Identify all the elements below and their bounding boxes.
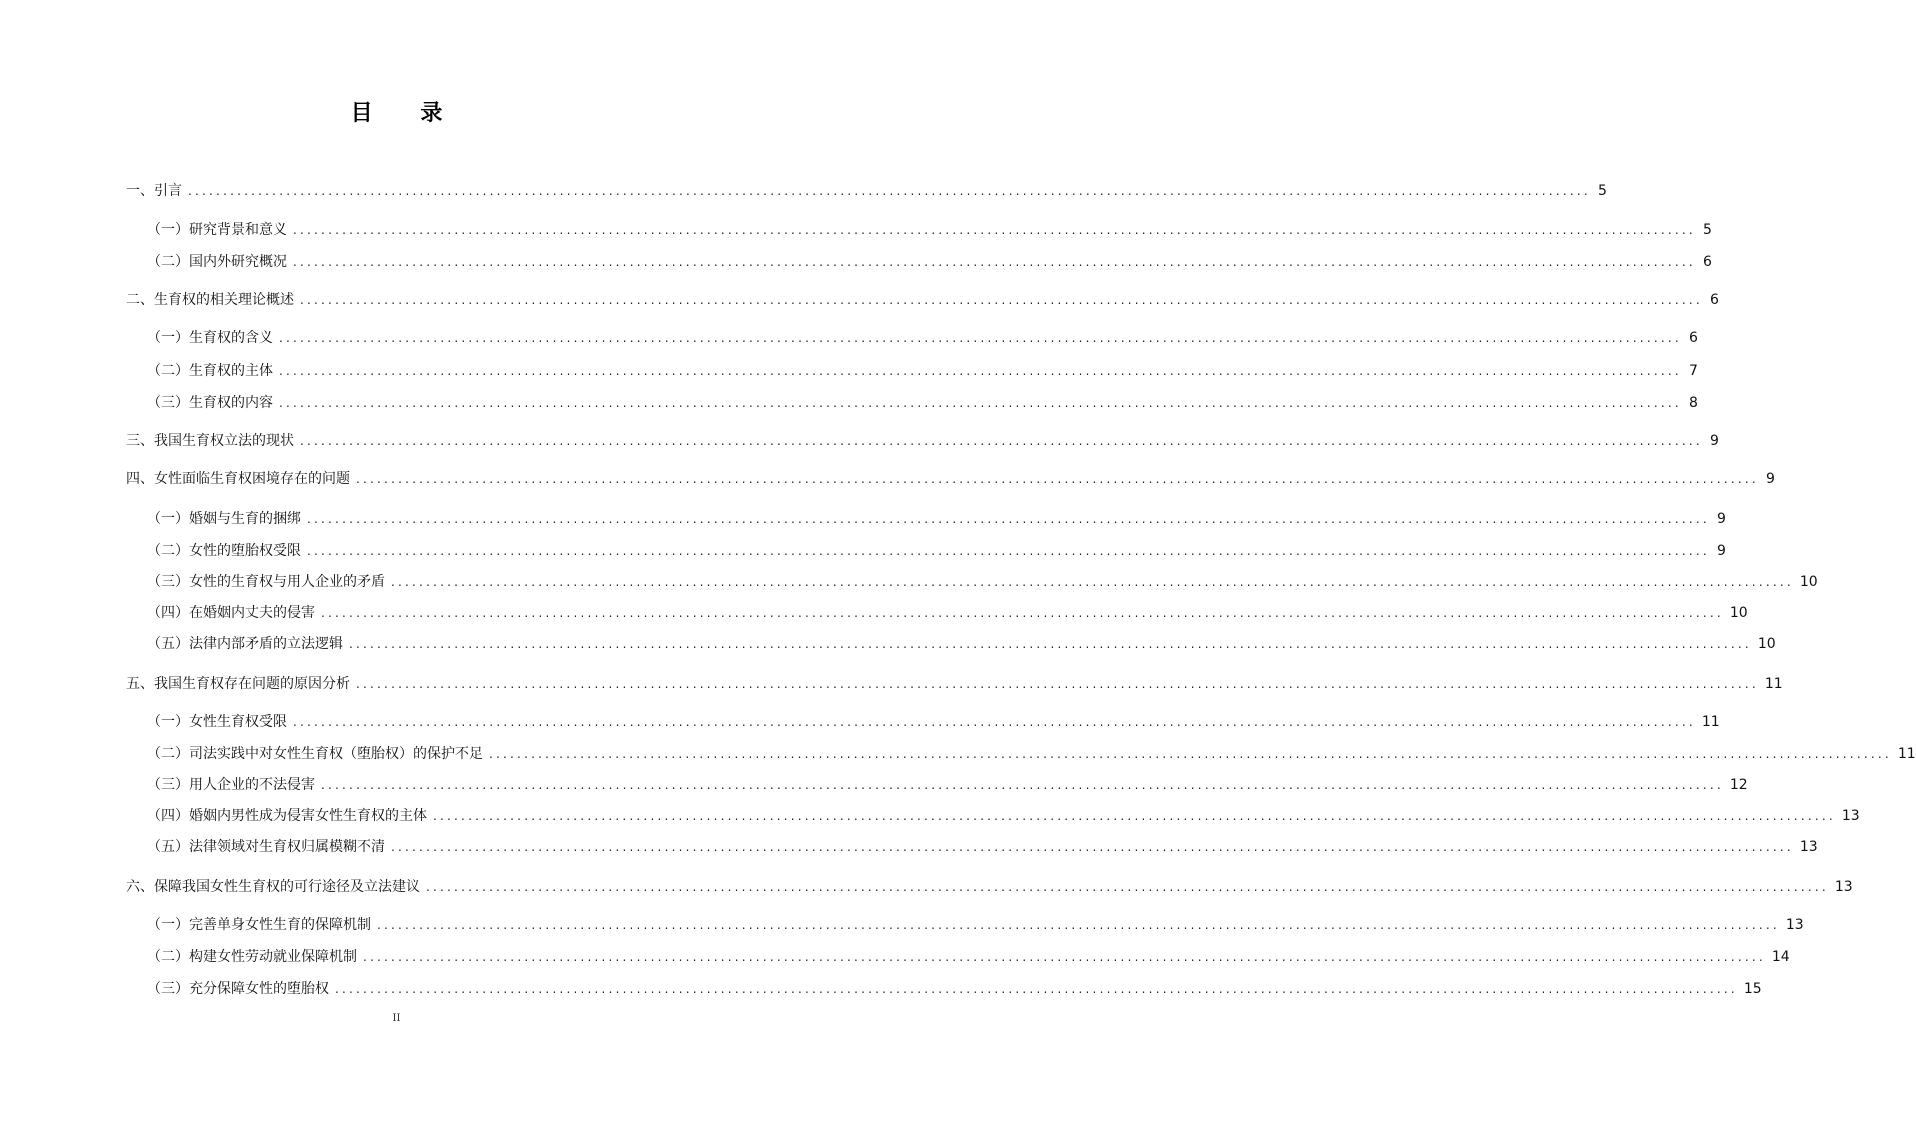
toc-dot-leader: ........................................................................................................................................................................................................	[307, 512, 1710, 526]
toc-entry-page-number: 6	[1709, 292, 1719, 308]
toc-dot-leader: ........................................................................................................................................................................................................	[377, 918, 1780, 932]
toc-entry-page-number: 6	[1688, 330, 1698, 346]
toc-entry-page-number: 10	[1757, 636, 1776, 652]
toc-entry[interactable]	[147, 776, 1748, 794]
toc-entry-label: （五）法律领域对生育权归属模糊不清	[147, 839, 385, 855]
page-title: 目 录	[350, 101, 463, 126]
toc-entry[interactable]	[147, 253, 1712, 271]
toc-dot-leader: ........................................................................................................................................................................................................	[391, 575, 1794, 589]
toc-entry-label: 四、女性面临生育权困境存在的问题	[126, 471, 350, 487]
toc-entry-page-number: 13	[1785, 917, 1804, 933]
toc-entry-label: （四）婚姻内男性成为侵害女性生育权的主体	[147, 808, 427, 824]
toc-dot-leader: ........................................................................................................................................................................................................	[279, 331, 1682, 345]
toc-entry-page-number: 9	[1709, 433, 1719, 449]
toc-entry-label: （一）婚姻与生育的捆绑	[147, 511, 301, 527]
toc-dot-leader: ........................................................................................................................................................................................................	[335, 982, 1738, 996]
toc-entry[interactable]	[147, 807, 1860, 825]
toc-entry-page-number: 15	[1743, 981, 1762, 997]
toc-entry[interactable]	[147, 510, 1726, 528]
toc-entry[interactable]	[126, 878, 1853, 896]
toc-entry-page-number: 5	[1702, 222, 1712, 238]
toc-entry-page-number: 11	[1701, 714, 1720, 730]
toc-entry[interactable]	[126, 291, 1719, 309]
toc-entry-label: 五、我国生育权存在问题的原因分析	[126, 676, 350, 692]
toc-entry-label: （一）生育权的含义	[147, 330, 273, 346]
toc-entry-label: （二）司法实践中对女性生育权（堕胎权）的保护不足	[147, 746, 483, 762]
page-number-footer: II	[392, 1013, 401, 1024]
toc-entry-label: （三）充分保障女性的堕胎权	[147, 981, 329, 997]
toc-entry-label: 二、生育权的相关理论概述	[126, 292, 294, 308]
toc-entry-label: 三、我国生育权立法的现状	[126, 433, 294, 449]
toc-entry-page-number: 10	[1729, 605, 1748, 621]
toc-entry[interactable]	[147, 980, 1762, 998]
toc-entry-label: （二）构建女性劳动就业保障机制	[147, 949, 357, 965]
toc-entry[interactable]	[147, 329, 1698, 347]
toc-entry-label: （五）法律内部矛盾的立法逻辑	[147, 636, 343, 652]
toc-entry-page-number: 8	[1688, 395, 1698, 411]
toc-entry-page-number: 9	[1716, 543, 1726, 559]
toc-dot-leader: ........................................................................................................................................................................................................	[300, 293, 1703, 307]
toc-entry[interactable]	[147, 221, 1712, 239]
toc-entry-label: 六、保障我国女性生育权的可行途径及立法建议	[126, 879, 420, 895]
toc-entry-page-number: 13	[1841, 808, 1860, 824]
toc-entry[interactable]	[147, 604, 1748, 622]
toc-entry-label: （一）研究背景和意义	[147, 222, 287, 238]
toc-entry[interactable]	[147, 573, 1818, 591]
toc-dot-leader: ........................................................................................................................................................................................................	[300, 434, 1703, 448]
toc-entry-page-number: 11	[1764, 676, 1783, 692]
toc-dot-leader: ........................................................................................................................................................................................................	[293, 715, 1696, 729]
toc-entry-label: （二）女性的堕胎权受限	[147, 543, 301, 559]
toc-entry-page-number: 13	[1834, 879, 1853, 895]
toc-entry[interactable]	[147, 713, 1720, 731]
toc-dot-leader: ........................................................................................................................................................................................................	[349, 637, 1752, 651]
toc-entry-page-number: 13	[1799, 839, 1818, 855]
toc-entry-label: （二）国内外研究概况	[147, 254, 287, 270]
toc-entry-label: （二）生育权的主体	[147, 363, 273, 379]
toc-entry[interactable]	[147, 362, 1698, 380]
toc-dot-leader: ........................................................................................................................................................................................................	[391, 840, 1794, 854]
toc-dot-leader: ........................................................................................................................................................................................................	[356, 472, 1759, 486]
toc-entry[interactable]	[147, 542, 1726, 560]
toc-dot-leader: ........................................................................................................................................................................................................	[321, 778, 1724, 792]
toc-entry-page-number: 5	[1597, 183, 1607, 199]
toc-entry-label: 一、引言	[126, 183, 182, 199]
toc-entry-page-number: 9	[1716, 511, 1726, 527]
toc-dot-leader: ........................................................................................................................................................................................................	[363, 950, 1766, 964]
toc-entry[interactable]	[126, 470, 1775, 488]
toc-dot-leader: ........................................................................................................................................................................................................	[307, 544, 1710, 558]
toc-entry-label: （一）完善单身女性生育的保障机制	[147, 917, 371, 933]
toc-entry-page-number: 6	[1702, 254, 1712, 270]
toc-dot-leader: ........................................................................................................................................................................................................	[293, 223, 1696, 237]
toc-entry[interactable]	[126, 432, 1719, 450]
toc-dot-leader: ........................................................................................................................................................................................................	[321, 606, 1724, 620]
toc-entry[interactable]	[147, 916, 1804, 934]
toc-entry-page-number: 12	[1729, 777, 1748, 793]
toc-entry[interactable]	[147, 745, 1916, 763]
toc-entry-page-number: 14	[1771, 949, 1790, 965]
toc-dot-leader: ........................................................................................................................................................................................................	[293, 255, 1696, 269]
toc-entry[interactable]	[147, 948, 1790, 966]
toc-entry-page-number: 9	[1765, 471, 1775, 487]
toc-entry[interactable]	[147, 394, 1698, 412]
toc-entry[interactable]	[126, 675, 1783, 693]
toc-entry-page-number: 7	[1688, 363, 1698, 379]
toc-entry[interactable]	[126, 182, 1607, 200]
toc-entry[interactable]	[147, 838, 1818, 856]
toc-entry-label: （一）女性生育权受限	[147, 714, 287, 730]
toc-entry-page-number: 11	[1897, 746, 1916, 762]
toc-entry-page-number: 10	[1799, 574, 1818, 590]
toc-dot-leader: ........................................................................................................................................................................................................	[426, 880, 1829, 894]
toc-dot-leader: ........................................................................................................................................................................................................	[279, 364, 1682, 378]
toc-entry-label: （三）女性的生育权与用人企业的矛盾	[147, 574, 385, 590]
toc-dot-leader: ........................................................................................................................................................................................................	[356, 677, 1759, 691]
toc-dot-leader: ........................................................................................................................................................................................................	[489, 747, 1892, 761]
toc-dot-leader: ........................................................................................................................................................................................................	[279, 396, 1682, 410]
toc-entry-label: （三）生育权的内容	[147, 395, 273, 411]
toc-dot-leader: ........................................................................................................................................................................................................	[188, 184, 1591, 198]
toc-entry[interactable]	[147, 635, 1776, 653]
toc-entry-label: （三）用人企业的不法侵害	[147, 777, 315, 793]
toc-dot-leader: ........................................................................................................................................................................................................	[433, 809, 1836, 823]
toc-entry-label: （四）在婚姻内丈夫的侵害	[147, 605, 315, 621]
